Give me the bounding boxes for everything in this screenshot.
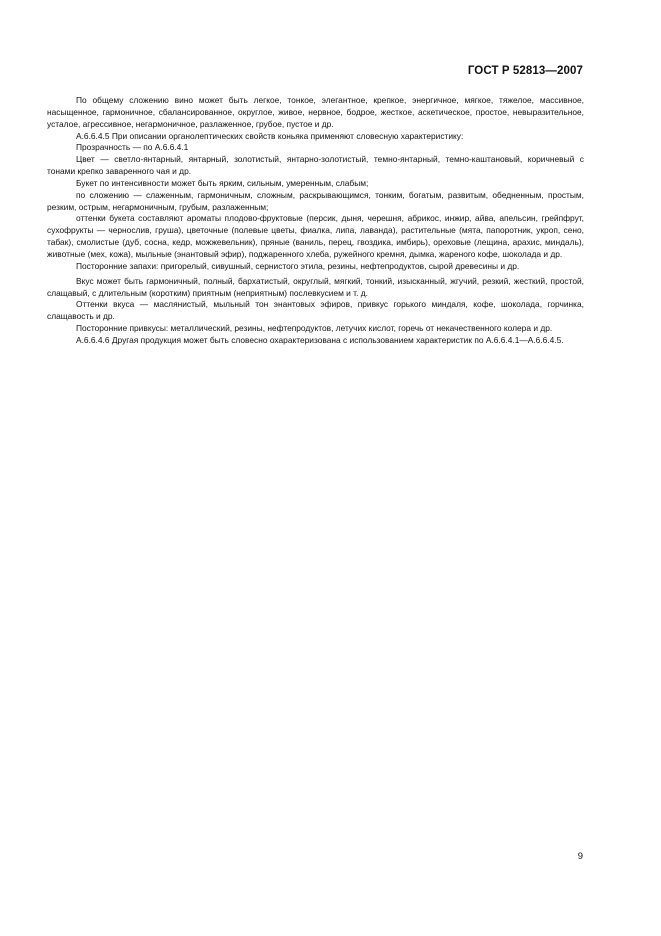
page-number: 9 [577,851,583,862]
paragraph-a66646: А.6.6.4.6 Другая продукция может быть словесно охарактеризована с использованием характеристик по А.6.6.4.1—А.6.6.4.5. [76,334,564,345]
paragraph-a66645: А.6.6.4.5 При описании органолептических свойств коньяка применяют словесную характеристику: [76,130,464,141]
paragraph-foreign-tastes: Посторонние привкусы: металлический, резины, нефтепродуктов, летучих кислот, горечь от некачественного колера и др. [76,323,553,334]
paragraph-taste: Вкус может быть гармоничный, полный, бархатистый, округлый, мягкий, тонкий, изысканный, жгучий, резкий, жесткий, простой, слащавый, с длительным (коротким) приятным (неприятным) послевкусием и т. д. [47,275,584,298]
document-body [47,95,584,347]
paragraph-color: Цвет — светло-янтарный, янтарный, золотистый, янтарно-золотистый, темно-янтарный, темно-каштановый, коричневый с тонами крепко заваренного чая и др. [47,154,584,177]
document-code-header: ГОСТ Р 52813—2007 [467,65,583,77]
paragraph-foreign-odors: Посторонние запахи: пригорелый, сивушный, сернистого этила, резины, нефтепродуктов, сырой древесины и др. [76,260,520,271]
paragraph-taste-nuances: Оттенки вкуса — маслянистый, мыльный тон энантовых эфиров, привкус горького миндаля, кофе, шоколада, горчинка, слащавость и др. [47,299,584,322]
paragraph-bouquet-nuances: оттенки букета составляют ароматы плодово-фруктовые (персик, дыня, черешня, абрикос, инжир, айва, апельсин, грейпфрут, сухофрукты — чернослив, груша), цветочные (полевые цветы, фиалка, липа, лаванда), растительные (мята, папоротник, укроп, сено, табак), смолистые (дуб, сосна, кедр, можжевельник), пряные (ваниль, перец, гвоздика, имбирь), ореховые (лещина, арахис, миндаль), животные (мех, кожа), мыльные (энантовый эфир), поджаренного хлеба, ружейного кремня, дымка, жареного кофе, шоколада и др. [47,213,584,259]
paragraph-bouquet-intensity: Букет по интенсивности может быть ярким, сильным, умеренным, слабым; [76,177,369,188]
paragraph-clarity: Прозрачность — по А.6.6.4.1 [76,142,189,153]
paragraph-general-composition: По общему сложению вино может быть легкое, тонкое, элегантное, крепкое, энергичное, мягкое, тяжелое, массивное, насыщенное, гармоничное, сбалансированное, округлое, живое, нервное, бодрое, жесткое, аскетическое, простое, невыразительное, усталое, агрессивное, негармоничное, разлаженное, грубое, пустое и др. [47,95,584,129]
paragraph-bouquet-composition: по сложению — слаженным, гармоничным, сложным, раскрывающимся, тонким, богатым, развитым, обедненным, простым, резким, острым, негармоничным, грубым, разлаженным; [47,189,584,212]
